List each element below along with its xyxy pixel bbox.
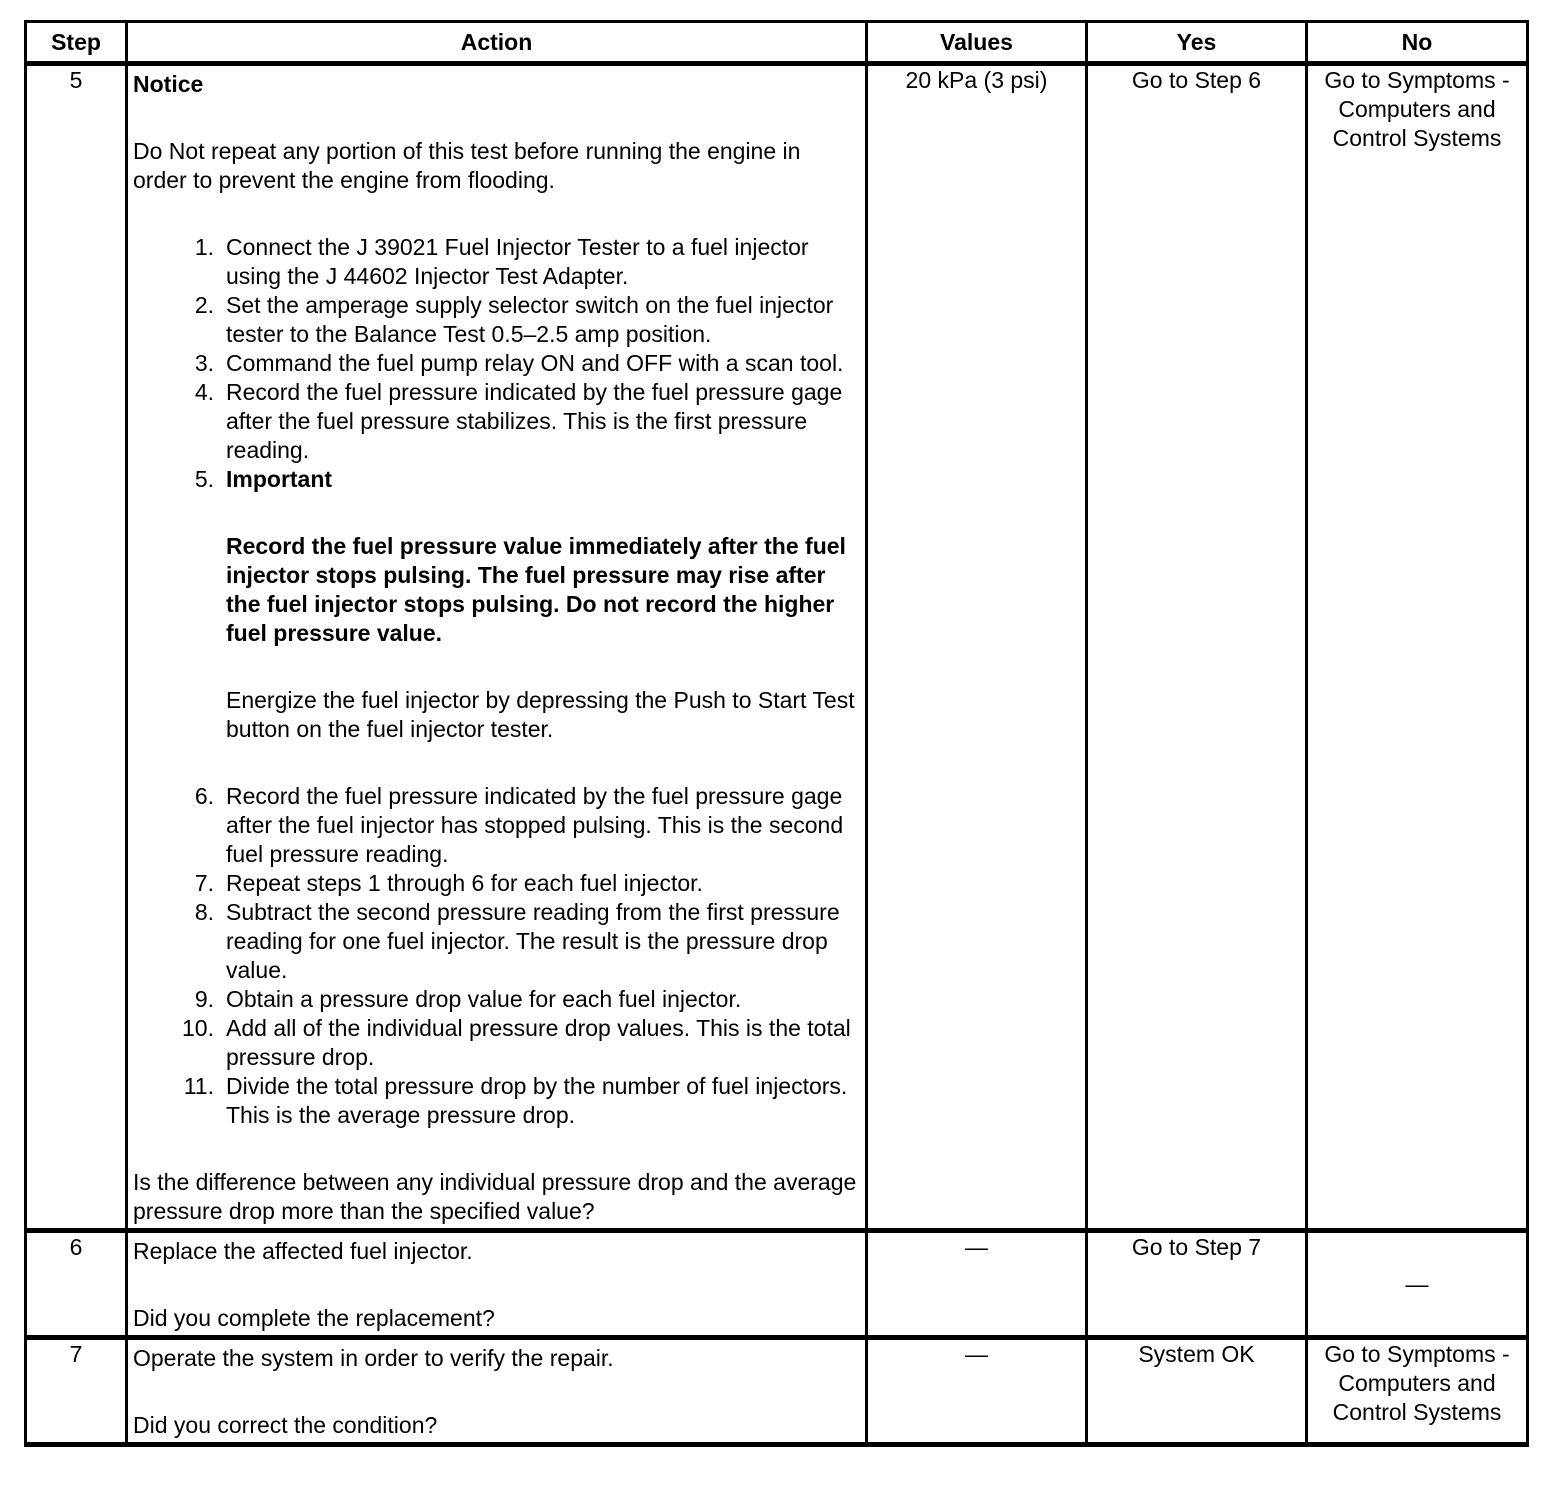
- no-cell: Go to Symptoms - Computers and Control Systems: [1307, 1338, 1528, 1445]
- important-title: Important: [226, 466, 333, 492]
- action-cell: [127, 1338, 867, 1445]
- header-values: Values: [867, 22, 1087, 64]
- energize-text: Energize the fuel injector by depressing the Push to Start Test button on the fuel injector tester.: [226, 687, 855, 742]
- notice-text: Do Not repeat any portion of this test before running the engine in order to prevent the engine from flooding.: [133, 138, 801, 193]
- list-item: 4. Record the fuel pressure indicated by the fuel pressure gage after the fuel pressure stabilizes. This is the first pressure reading.: [194, 379, 843, 463]
- list-item: 2. Set the amperage supply selector switch on the fuel injector tester to the Balance Test 0.5–2.5 amp position.: [194, 292, 834, 347]
- step-number: 5: [26, 64, 127, 1231]
- list-item: 1. Connect the J 39021 Fuel Injector Tester to a fuel injector using the J 44602 Injector Test Adapter.: [194, 234, 809, 289]
- list-item: 8. Subtract the second pressure reading from the first pressure reading for one fuel injector. The result is the pressure drop value.: [194, 899, 840, 983]
- no-cell: Go to Symptoms - Computers and Control Systems: [1307, 64, 1528, 1231]
- table-row-step-6: [26, 1231, 1528, 1338]
- header-step: Step: [26, 22, 127, 64]
- diagnostic-table: [24, 20, 1529, 1447]
- instruction-text: Replace the affected fuel injector.: [133, 1238, 473, 1264]
- procedure-list: [133, 233, 860, 1130]
- question-text: Did you complete the replacement?: [133, 1305, 495, 1331]
- list-item: 9. Obtain a pressure drop value for each fuel injector.: [194, 986, 742, 1012]
- list-item: 6. Record the fuel pressure indicated by the fuel pressure gage after the fuel injector has stopped pulsing. This is the second fuel pressure reading.: [194, 783, 844, 867]
- instruction-text: Operate the system in order to verify the repair.: [133, 1345, 614, 1371]
- value-cell: —: [867, 1338, 1087, 1445]
- value-cell: —: [867, 1231, 1087, 1338]
- list-item: 5. Important Record the fuel pressure value immediately after the fuel injector stops pulsing. The fuel pressure may rise after the fuel injector stops pulsing. Do not record the higher fuel pressure value. Energize the fuel injector by depressing the Push to Start Test button on the fuel injector tester.: [133, 465, 860, 782]
- no-cell: —: [1307, 1231, 1528, 1338]
- question-text: Is the difference between any individual pressure drop and the average pressure drop more than the specified value?: [133, 1169, 857, 1224]
- list-item: 11. Divide the total pressure drop by the number of fuel injectors. This is the average pressure drop.: [183, 1073, 848, 1128]
- notice-title: Notice: [133, 71, 204, 97]
- header-yes: Yes: [1087, 22, 1307, 64]
- yes-cell: Go to Step 6: [1087, 64, 1307, 1231]
- header-action: Action: [127, 22, 867, 64]
- list-item: 3. Command the fuel pump relay ON and OFF with a scan tool.: [194, 350, 844, 376]
- table-row-step-7: [26, 1338, 1528, 1445]
- list-item: 7. Repeat steps 1 through 6 for each fuel injector.: [194, 870, 703, 896]
- list-item: 10. Add all of the individual pressure drop values. This is the total pressure drop.: [182, 1015, 851, 1070]
- yes-cell: Go to Step 7: [1087, 1231, 1307, 1338]
- action-cell: [127, 64, 867, 1231]
- table-row-step-5: [26, 64, 1528, 1231]
- header-no: No: [1307, 22, 1528, 64]
- action-cell: [127, 1231, 867, 1338]
- question-text: Did you correct the condition?: [133, 1412, 438, 1438]
- step-number: 6: [26, 1231, 127, 1338]
- step-number: 7: [26, 1338, 127, 1445]
- important-text: Record the fuel pressure value immediately after the fuel injector stops pulsing. The fuel pressure may rise after the fuel injector stops pulsing. Do not record the higher fuel pressure value.: [226, 533, 846, 646]
- yes-cell: System OK: [1087, 1338, 1307, 1445]
- header-row: [26, 22, 1528, 64]
- value-cell: 20 kPa (3 psi): [867, 64, 1087, 1231]
